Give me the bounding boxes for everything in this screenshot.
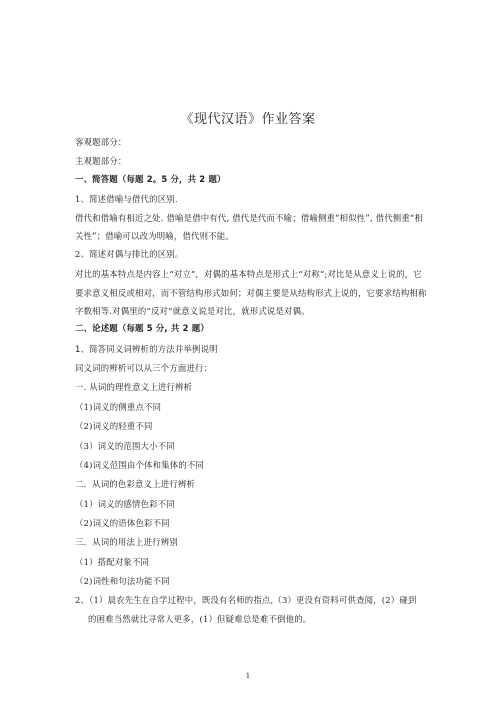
q2-answer-line3: 字数相等.对偶里的“反对”就意义说是对比，就形式说是对偶。 xyxy=(75,306,310,316)
section1-heading: 一、简答题（每题 2。5 分，共 2 题） xyxy=(75,174,226,184)
q3-part1-item1: （1)词义的侧重点不同 xyxy=(75,402,162,412)
q1-title: 1、简述借喻与借代的区别. xyxy=(75,194,178,204)
q3-part2-item2: （2)词义的语体色彩不同 xyxy=(75,518,170,528)
q3-part3: 三．从词的用法上进行辨别 xyxy=(75,537,178,547)
q2-answer-line2: 要求意义相反或相对，而不管结构形式如何；对偶主要是从结构形式上说的，它要求结构相称 xyxy=(75,288,427,298)
document-title: 《现代汉语》作业答案 xyxy=(180,112,316,127)
q3-part1-item4: （4)词义范围由个体和集体的不同 xyxy=(75,460,205,470)
q3-intro: 同义词的辨析可以从三个方面进行： xyxy=(75,363,213,373)
section2-heading: 二、论述题（每题 5 分, 共 2 题） xyxy=(75,323,209,333)
q4-line2: 的困难当然就比寻常人更多，(1）但疑难总是难不倒他的。 xyxy=(88,614,312,624)
q3-part3-item2: （2)词性和句法功能不同 xyxy=(75,576,170,586)
q3-part1: 一. 从词的理性意义上进行辨析 xyxy=(75,382,193,392)
q3-part1-item2: （2)词义的轻重不同 xyxy=(75,421,153,431)
subjective-heading: 主观题部分： xyxy=(75,156,127,166)
q3-part1-item3: （3）词义的范围大小不同 xyxy=(75,441,175,451)
q3-part2: 二．从词的色彩意义上进行辨析 xyxy=(75,479,196,489)
q2-answer-line1: 对比的基本特点是内容上“对立”，对偶的基本特点是形式上“对称”;对比是从意义上说的，它 xyxy=(75,269,422,279)
q1-answer-line2: 关性”；借喻可以改为明喻，借代则不能。 xyxy=(75,231,234,241)
q3-title: 1、简答同义词辨析的方法并举例说明 xyxy=(75,344,218,354)
q1-answer-line1: 借代和借喻有相近之处. 借喻是借中有代, 借代是代而不喻；借喻侧重“相似性”, 借代侧重“相 xyxy=(75,213,424,223)
page-number: 1 xyxy=(245,672,251,680)
objective-heading: 客观题部分： xyxy=(75,137,127,147)
q4-line1: 2、（1）晨农先生在自学过程中，既没有名师的指点,（3）更没有资料可供查阅，(2）碰到 xyxy=(75,595,417,605)
q3-part3-item1: （1）搭配对象不同 xyxy=(75,557,150,567)
q2-title: 2、简述对偶与排比的区别。 xyxy=(75,249,184,259)
q3-part2-item1: （1）词义的感情色彩不同 xyxy=(75,499,175,509)
